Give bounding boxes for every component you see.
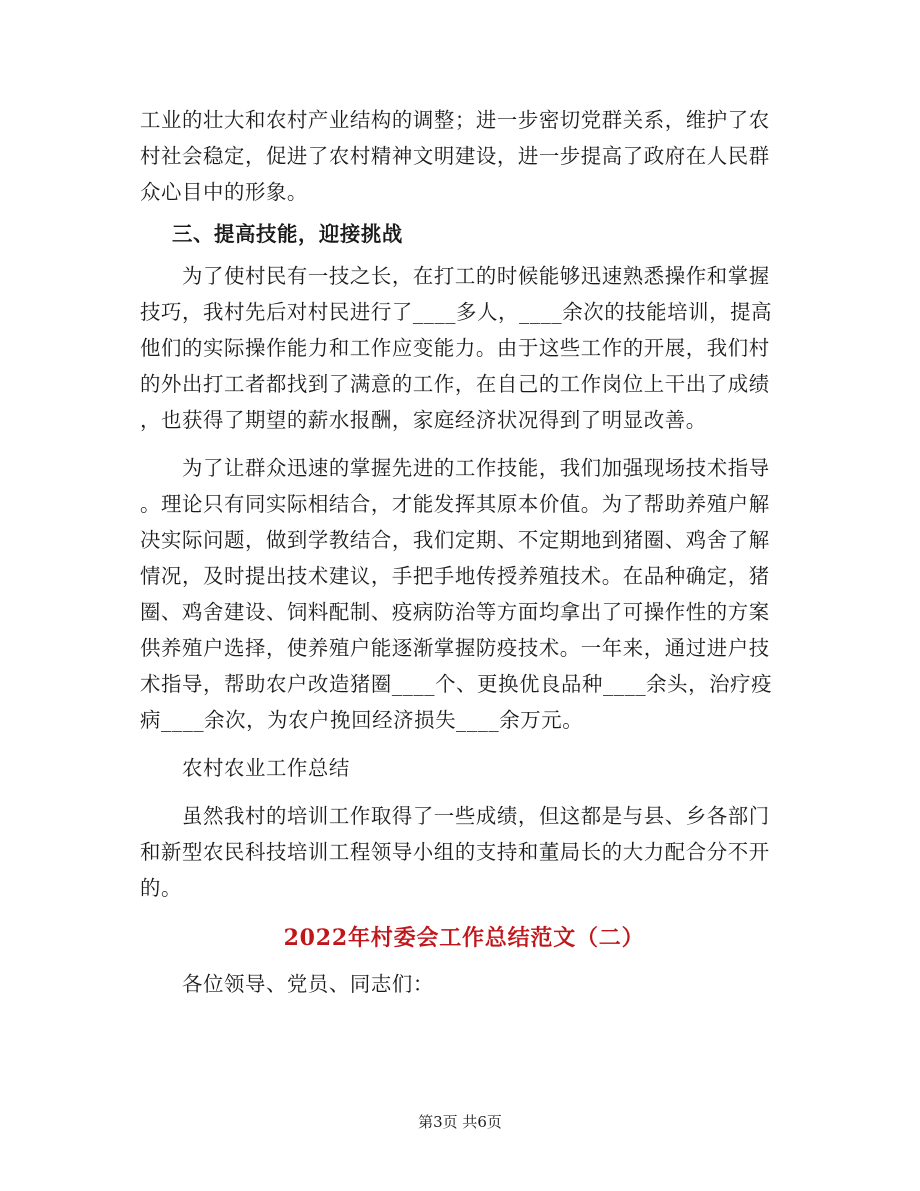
paragraph-intro: 工业的壮大和农村产业结构的调整；进一步密切党群关系，维护了农 村社会稳定，促进了农村精神文明建设，进一步提高了政府在人民群 众心目中的形象。 <box>140 108 770 204</box>
paragraph-summary-label: 农村农业工作总结 <box>140 756 350 780</box>
paragraph-conclusion: 虽然我村的培训工作取得了一些成绩，但这都是与县、乡各部门 和新型农民科技培训工程领导小组的支持和董局长的大力配合分不开 的。 <box>140 804 770 900</box>
paragraph-technical-guidance: 为了让群众迅速的掌握先进的工作技能，我们加强现场技术指导 。理论只有同实际相结合，才能发挥其原本价值。为了帮助养殖户解 决实际问题，做到学教结合，我们定期、不定期地到猪圈、鸡舍了解 情况，及时提出技术建议，手把手地传授养殖技术。在品种确定，猪 圈、鸡舍建设、饲料配制、疫病防治等方面均拿出了可操作性的方案 供养殖户选择，使养殖户能逐渐掌握防疫技术。一年来，通过进户技 术指导，帮助农户改造猪圈____个、更换优良品种____余头，治疗疫 病____余次，为农户挽回经济损失____余万元。 <box>140 456 773 732</box>
section-title: 2022年村委会工作总结范文（二） <box>283 925 645 951</box>
document-body <box>140 102 788 1002</box>
section-heading: 三、提高技能，迎接挑战 <box>172 222 403 246</box>
page-number-footer: 第3页 共6页 <box>418 1113 502 1131</box>
paragraph-greeting: 各位领导、党员、同志们： <box>140 972 434 996</box>
paragraph-skills-training: 为了使村民有一技之长，在打工的时候能够迅速熟悉操作和掌握 技巧，我村先后对村民进行了____多人，____余次的技能培训，提高 他们的实际操作能力和工作应变能力。由于这些工作的开展，我们村 的外出打工者都找到了满意的工作，在自己的工作岗位上干出了成绩 ，也获得了期望的薪水报酬，家庭经济状况得到了明显改善。 <box>140 264 773 432</box>
